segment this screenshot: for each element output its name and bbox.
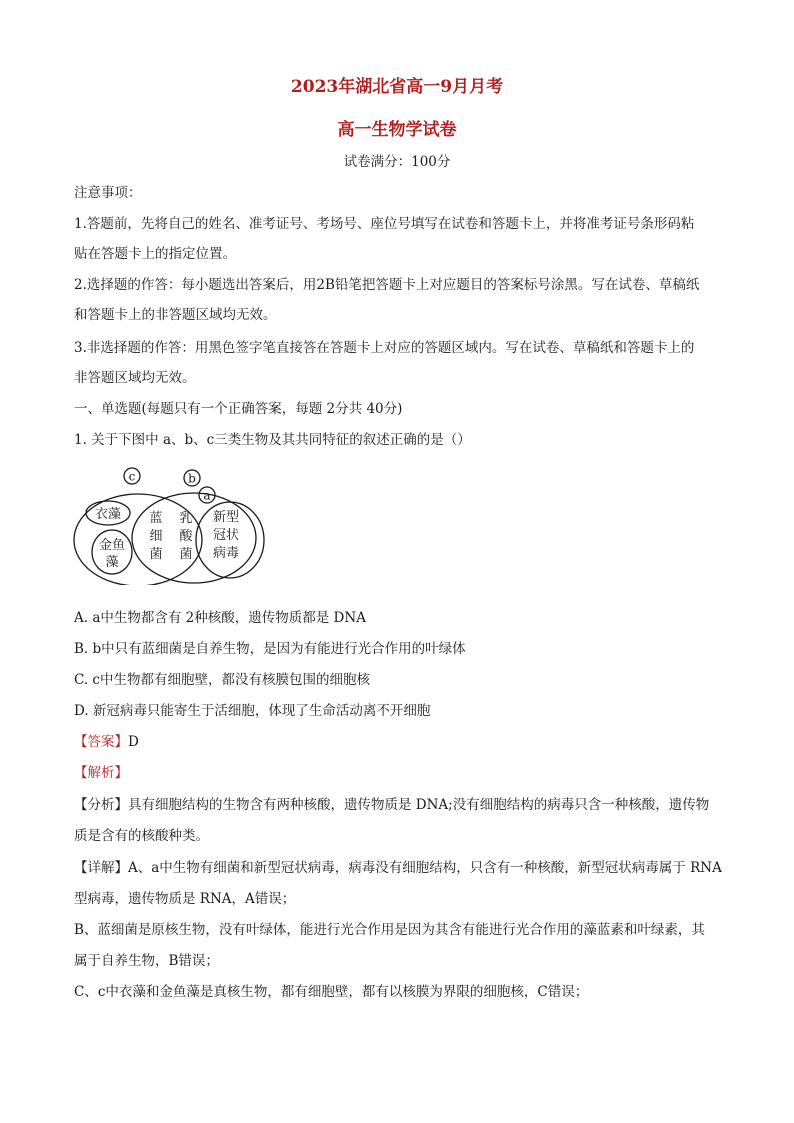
xiangjie-line-3: B、蓝细菌是原核生物，没有叶绿体，能进行光合作用是因为其含有能进行光合作用的藻蓝素和叶绿素，其 bbox=[74, 922, 705, 938]
total-score: 试卷满分：100分 bbox=[343, 154, 451, 170]
label-ru-1: 乳 bbox=[179, 511, 193, 526]
xiangjie-line-4: 属于自养生物，B错误； bbox=[74, 953, 219, 969]
label-lan-3: 菌 bbox=[149, 547, 163, 562]
label-lan-1: 蓝 bbox=[149, 511, 163, 526]
label-c: c bbox=[128, 469, 136, 484]
venn-diagram bbox=[70, 465, 270, 585]
option-d: D. 新冠病毒只能寄生于活细胞，体现了生命活动离不开细胞 bbox=[74, 703, 431, 719]
exam-title: 2023年湖北省高一9月月考 bbox=[290, 77, 504, 97]
note-3-line-1: 3.非选择题的作答：用黑色签字笔直接答在答题卡上对应的答题区域内。写在试卷、草稿纸和答题卡上的 bbox=[74, 340, 695, 356]
xiangjie-line-1 bbox=[74, 858, 724, 878]
note-1-line-2: 贴在答题卡上的指定位置。 bbox=[74, 246, 236, 262]
note-2-line-2: 和答题卡上的非答题区域均无效。 bbox=[74, 307, 277, 323]
fenxi-line-2: 质是含有的核酸种类。 bbox=[74, 828, 209, 844]
exam-subtitle: 高一生物学试卷 bbox=[337, 120, 457, 140]
option-a: A. a中生物都含有 2种核酸，遗传物质都是 DNA bbox=[74, 610, 366, 626]
answer-tag: 【答案】 bbox=[74, 734, 128, 750]
fenxi-tag: 【分析】 bbox=[74, 797, 128, 813]
xiangjie-tag: 【详解】 bbox=[74, 860, 128, 876]
label-b: b bbox=[188, 471, 196, 486]
label-yizao: 衣藻 bbox=[94, 507, 122, 522]
option-b: B. b中只有蓝细菌是自养生物，是因为有能进行光合作用的叶绿体 bbox=[74, 641, 466, 657]
notes-heading: 注意事项： bbox=[74, 185, 142, 201]
label-ru-3: 菌 bbox=[179, 547, 193, 562]
answer-line bbox=[74, 732, 724, 752]
xiangjie-line-5: C、c中衣藻和金鱼藻是真核生物，都有细胞壁，都有以核膜为界限的细胞核，C错误； bbox=[74, 984, 589, 1000]
label-a: a bbox=[203, 488, 211, 503]
note-3-line-2: 非答题区域均无效。 bbox=[74, 370, 196, 386]
question-1-stem: 1. 关于下图中 a、b、c三类生物及其共同特征的叙述正确的是（） bbox=[74, 432, 471, 448]
fenxi-line-1 bbox=[74, 795, 724, 815]
label-lan-2: 细 bbox=[149, 529, 163, 544]
label-xin-3: 病毒 bbox=[212, 546, 240, 561]
label-jinyu-1: 金鱼 bbox=[98, 538, 126, 553]
fenxi-text-1: 具有细胞结构的生物含有两种核酸，遗传物质是 DNA;没有细胞结构的病毒只含一种核酸，遗传物 bbox=[128, 797, 710, 813]
option-c: C. c中生物都有细胞壁，都没有核膜包围的细胞核 bbox=[74, 672, 370, 688]
section-heading: 一、单选题(每题只有一个正确答案，每题 2分共 40分) bbox=[74, 401, 403, 417]
analysis-tag: 【解析】 bbox=[74, 765, 128, 781]
xiangjie-text-1: A、a中生物有细菌和新型冠状病毒，病毒没有细胞结构，只含有一种核酸，新型冠状病毒属于 RNA bbox=[128, 860, 722, 876]
label-ru-2: 酸 bbox=[179, 529, 193, 544]
answer-value: D bbox=[128, 734, 139, 750]
note-2-line-1: 2.选择题的作答：每小题选出答案后，用2B铅笔把答题卡上对应题目的答案标号涂黑。写在试卷、草稿纸 bbox=[74, 277, 700, 293]
xiangjie-line-2: 型病毒，遗传物质是 RNA，A错误； bbox=[74, 891, 296, 907]
label-xin-1: 新型 bbox=[212, 510, 240, 525]
note-1-line-1: 1.答题前，先将自己的姓名、准考证号、考场号、座位号填写在试卷和答题卡上，并将准考证号条形码粘 bbox=[74, 216, 695, 232]
label-jinyu-2: 藻 bbox=[105, 555, 119, 570]
label-xin-2: 冠状 bbox=[212, 528, 240, 543]
